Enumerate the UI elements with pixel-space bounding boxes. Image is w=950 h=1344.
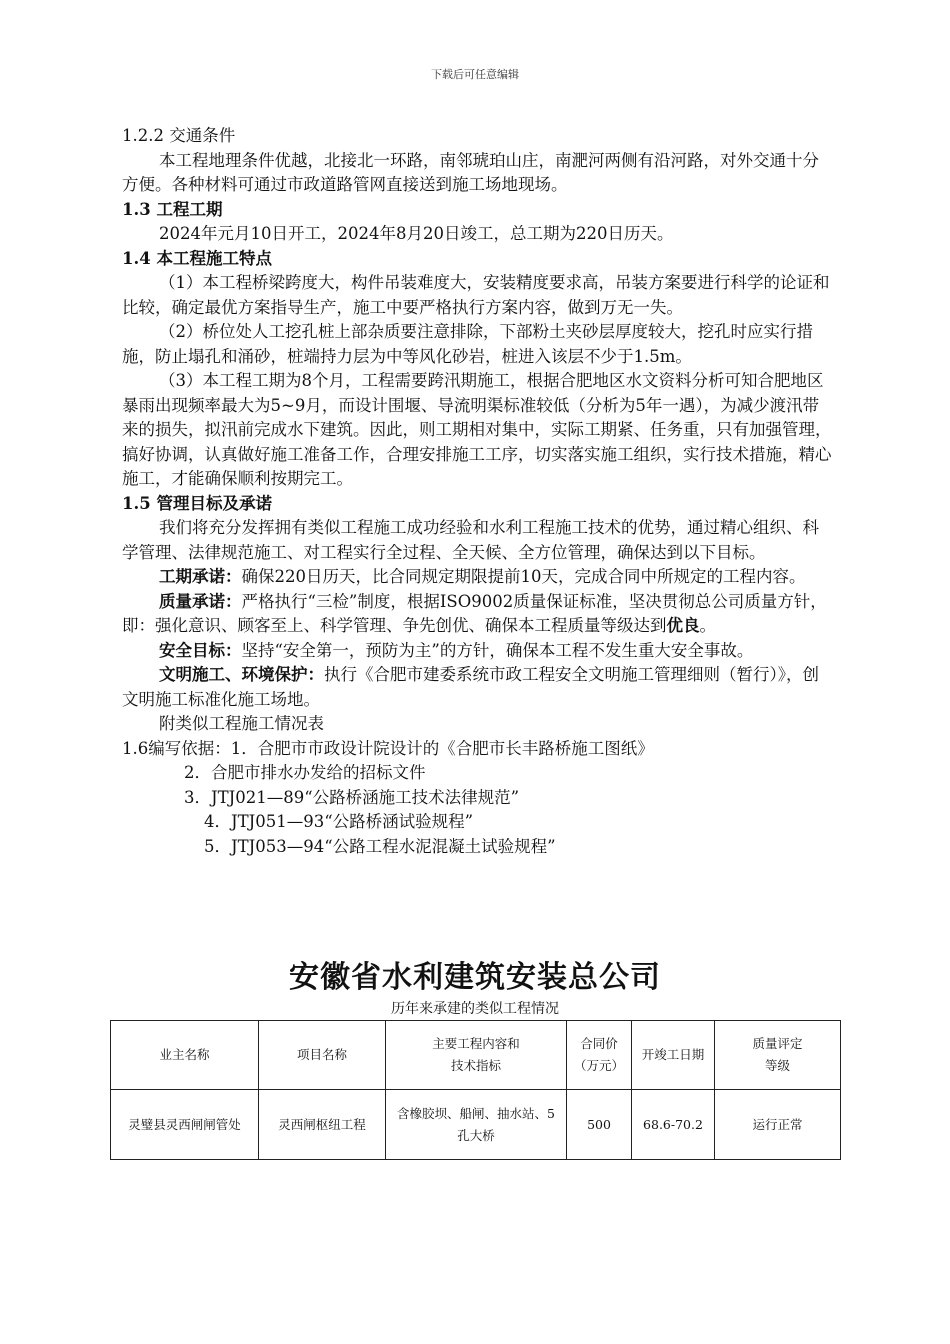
cell-price: 500 bbox=[567, 1090, 632, 1160]
header-dates: 开竣工日期 bbox=[632, 1021, 715, 1090]
table-caption: 历年来承建的类似工程情况 bbox=[391, 1001, 559, 1017]
schedule-commitment-label: 工期承诺： bbox=[159, 567, 242, 586]
civilized-construction-label: 文明施工、环境保护： bbox=[159, 665, 324, 684]
header-owner: 业主名称 bbox=[111, 1021, 259, 1090]
cell-content bbox=[386, 1090, 567, 1160]
quality-commitment-text: 严格执行“三检”制度，根据ISO9002质量保证标准，坚决贯彻总公司质量方针，即：强化意识、顾客至上、科学管理、争先创优、确保本工程质量等级达到 bbox=[122, 591, 827, 635]
header-price bbox=[567, 1021, 632, 1090]
section-1-5-title: 1.5 管理目标及承诺 bbox=[122, 493, 272, 513]
cell-owner: 灵璧县灵西闸闸管处 bbox=[111, 1090, 259, 1160]
schedule-commitment bbox=[122, 565, 834, 590]
header-content-line2: 技术指标 bbox=[450, 1058, 501, 1073]
table-header-row bbox=[111, 1021, 841, 1090]
header-price-line2: （万元） bbox=[573, 1058, 624, 1073]
feature-paragraph-3: （3）本工程工期为8个月，工程需要跨汛期施工，根据合肥地区水文资料分析可知合肥地区暴雨出现频率最大为5~9月，而设计围堰、导流明渠标准较低（分析为5年一遇），为减少渡汛带来的损失，拟汛前完成水下建筑。因此，则工期相对集中，实际工期紧、任务重，只有加强管理，搞好协调，认真做好施工准备工作，合理安排施工工序，切实落实施工组织，实行技术措施，精心施工，才能确保顺利按期完工。 bbox=[122, 371, 832, 488]
basis-line-1: 1.6编写依据：1．合肥市市政设计院设计的《合肥市长丰路桥施工图纸》 bbox=[122, 738, 654, 758]
safety-target-label: 安全目标： bbox=[159, 640, 242, 660]
basis-line-4: 4．JTJ051—93“公路桥涵试验规程” bbox=[204, 812, 474, 831]
header-quality-line1: 质量评定 bbox=[752, 1036, 803, 1051]
civilized-construction-text: 执行《合肥市建委系统市政工程安全文明施工管理细则（暂行）》，创文明施工标准化施工场地。 bbox=[122, 665, 819, 709]
quality-commitment-label: 质量承诺： bbox=[159, 591, 242, 611]
header-project: 项目名称 bbox=[259, 1021, 386, 1090]
header-content bbox=[386, 1021, 567, 1090]
schedule-paragraph: 2024年元月10日开工，2024年8月20日竣工，总工期为220日历天。 bbox=[159, 224, 674, 243]
cell-content-line2: 孔大桥 bbox=[457, 1127, 495, 1143]
basis-line-2: 2．合肥市排水办发给的招标文件 bbox=[184, 763, 426, 782]
section-1-4-title: 1.4 本工程施工特点 bbox=[122, 248, 272, 268]
section-1-2-2-title: 1.2.2 交通条件 bbox=[122, 126, 236, 145]
cell-quality: 运行正常 bbox=[715, 1090, 841, 1160]
section-1-3-title: 1.3 工程工期 bbox=[122, 199, 223, 219]
feature-paragraph-2: （2）桥位处人工挖孔桩上部杂质要注意排除，下部粉土夹砂层厚度较大，挖孔时应实行措施，防止塌孔和涌砂，桩端持力层为中等风化砂岩，桩进入该层不少于1.5m。 bbox=[122, 322, 813, 366]
quality-commitment-grade: 优良 bbox=[666, 616, 700, 635]
safety-target-text: 坚持“安全第一，预防为主”的方针，确保本工程不发生重大安全事故。 bbox=[241, 640, 754, 660]
basis-line-3: 3．JTJ021—89“公路桥涵施工技术法律规范” bbox=[184, 787, 520, 807]
header-quality bbox=[715, 1021, 841, 1090]
header-quality-line2: 等级 bbox=[764, 1058, 790, 1073]
civilized-construction bbox=[122, 663, 834, 712]
attachment-note: 附类似工程施工情况表 bbox=[159, 714, 324, 733]
cell-content-line1: 含橡胶坝、船闸、抽水站、5 bbox=[397, 1105, 555, 1121]
traffic-paragraph: 本工程地理条件优越，北接北一环路，南邻琥珀山庄，南淝河两侧有沿河路，对外交通十分方便。各种材料可通过市政道路管网直接送到施工场地现场。 bbox=[122, 150, 819, 194]
quality-commitment bbox=[122, 590, 834, 639]
header-price-line1: 合同价 bbox=[580, 1036, 618, 1051]
header-note: 下载后可任意编辑 bbox=[431, 68, 519, 81]
basis-line-5: 5．JTJ053—94“公路工程水泥混凝土试验规程” bbox=[204, 836, 556, 856]
safety-target bbox=[122, 639, 834, 664]
schedule-commitment-text: 确保220日历天，比合同规定期限提前10天，完成合同中所规定的工程内容。 bbox=[241, 567, 806, 586]
feature-paragraph-1: （1）本工程桥梁跨度大，构件吊装难度大，安装精度要求高，吊装方案要进行科学的论证和比较，确定最优方案指导生产，施工中要严格执行方案内容，做到万无一失。 bbox=[122, 273, 830, 317]
management-paragraph: 我们将充分发挥拥有类似工程施工成功经验和水利工程施工技术的优势，通过精心组织、科学管理、法律规范施工、对工程实行全过程、全天候、全方位管理，确保达到以下目标。 bbox=[122, 518, 819, 562]
document-body bbox=[122, 124, 834, 859]
header-content-line1: 主要工程内容和 bbox=[432, 1036, 520, 1051]
similar-projects-table bbox=[110, 1020, 841, 1160]
cell-dates: 68.6-70.2 bbox=[632, 1090, 715, 1160]
company-title: 安徽省水利建筑安装总公司 bbox=[289, 960, 661, 995]
cell-project: 灵西闸枢纽工程 bbox=[259, 1090, 386, 1160]
quality-commitment-end: 。 bbox=[699, 616, 716, 635]
table-row bbox=[111, 1090, 841, 1160]
